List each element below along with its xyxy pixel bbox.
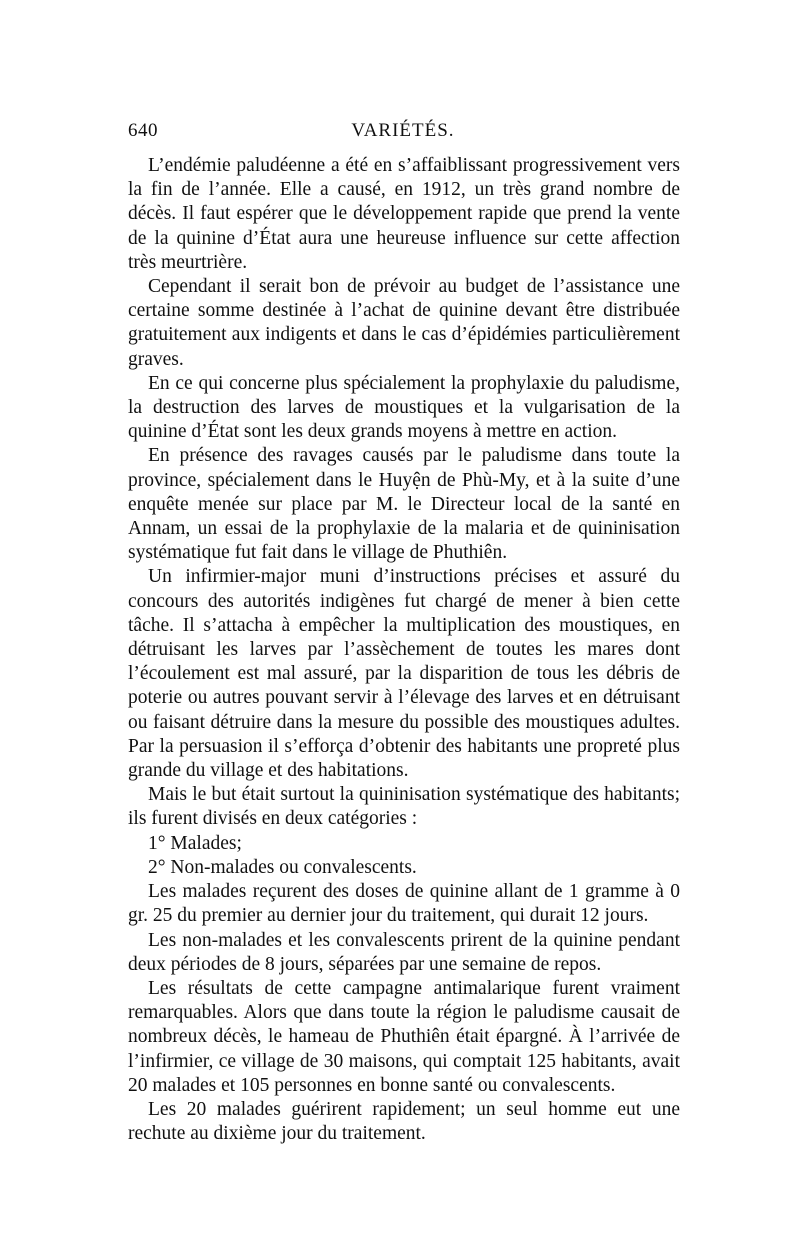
paragraph: En présence des ravages causés par le paludisme dans toute la province, spécialement dans le Huyện de Phù-My, et à la suite d’une enquête menée sur place par M. le Directeur local de la santé en Annam, un essai de la prophylaxie de la malaria et de quininisation systématique fut fait dans le village de Phuthiên. [128,445,680,564]
paragraph: Les malades reçurent des doses de quinine allant de 1 gramme à 0 gr. 25 du premier au dernier jour du traitement, qui durait 12 jours. [128,881,680,927]
running-title: VARIÉTÉS. [351,120,455,141]
paragraph: Un infirmier-major muni d’instructions précises et assuré du concours des autorités indigènes fut chargé de mener à bien cette tâche. Il s’attacha à empêcher la multiplication des moustiques, en détruisant les larves par l’assèchement de toutes les mares dont l’écoulement est mal assuré, par la disparition de tous les débris de poterie ou autres pouvant servir à l’élevage des larves et en détruisant ou faisant détruire dans la mesure du possible des moustiques adultes. Par la persuasion il s’efforça d’obtenir des habitants une propreté plus grande du village et des habitations. [128,566,680,782]
body-text [128,154,680,1146]
list-item: 2° Non-malades ou convalescents. [148,856,417,878]
paragraph: Les 20 malades guérirent rapidement; un seul homme eut une rechute au dixième jour du traitement. [128,1098,680,1145]
paragraph: Les non-malades et les convalescents prirent de la quinine pendant deux périodes de 8 jours, séparées par une semaine de repos. [128,929,680,975]
paragraph: Les résultats de cette campagne antimalarique furent vraiment remarquables. Alors que dans toute la région le paludisme causait de nombreux décès, le hameau de Phuthiên était épargné. À l’arrivée de l’infirmier, ce village de 30 maisons, qui comptait 125 habitants, avait 20 malades et 105 personnes en bonne santé ou convalescents. [128,977,680,1096]
page-number: 640 [128,120,158,141]
paragraph: L’endémie paludéenne a été en s’affaiblissant progressivement vers la fin de l’année. Elle a causé, en 1912, un très grand nombre de décès. Il faut espérer que le développement rapide que prend la vente de la quinine d’État aura une heureuse influence sur cette affection très meurtrière. [128,155,680,273]
page-header [128,120,678,148]
list-item: 1° Malades; [148,832,242,854]
paragraph: Mais le but était surtout la quininisation systématique des habitants; ils furent divisés en deux catégories : [128,784,680,830]
paragraph: Cependant il serait bon de prévoir au budget de l’assistance une certaine somme destinée à l’achat de quinine devant être distribuée gratuitement aux indigents et dans le cas d’épidémies particulièrement graves. [128,276,680,370]
paragraph: En ce qui concerne plus spécialement la prophylaxie du paludisme, la destruction des larves de moustiques et la vulgarisation de la quinine d’État sont les deux grands moyens à mettre en action. [128,372,680,443]
